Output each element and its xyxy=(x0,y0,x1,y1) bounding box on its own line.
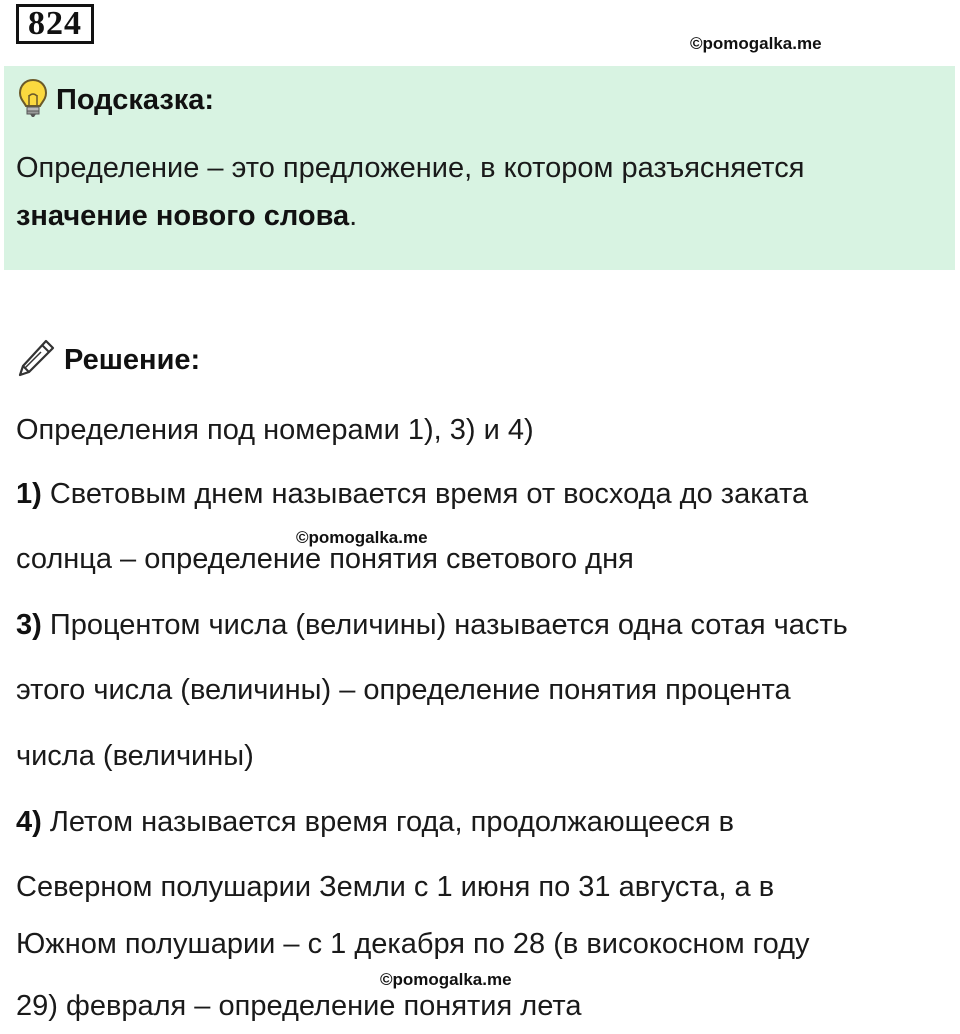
item-4-text-1: Летом называется время года, продолжающееся в xyxy=(49,806,735,838)
hint-box xyxy=(4,66,955,270)
pencil-icon xyxy=(16,338,56,383)
solution-title: Решение: xyxy=(64,344,201,376)
item-1-line-1 xyxy=(16,478,808,511)
task-number: 824 xyxy=(16,4,94,44)
item-1-text-1: Световым днем называется время от восхода до заката xyxy=(49,478,809,510)
hint-text xyxy=(16,144,941,240)
hint-text-bold: значение нового слова xyxy=(16,200,350,232)
hint-text-line1: Определение – это предложение, в котором разъясняется xyxy=(16,152,805,184)
watermark-top: ©pomogalka.me xyxy=(690,34,822,53)
watermark-bottom: ©pomogalka.me xyxy=(380,970,512,989)
item-4-line-2: Северном полушарии Земли с 1 июня по 31 августа, а в xyxy=(16,871,775,903)
hint-title: Подсказка: xyxy=(56,84,215,116)
item-4-line-1 xyxy=(16,806,734,839)
item-3-text-1: Процентом числа (величины) называется одна сотая часть xyxy=(49,609,848,641)
item-1-line-2: солнца – определение понятия светового дня xyxy=(16,543,634,575)
item-3-number: 3) xyxy=(16,609,42,641)
hint-header xyxy=(18,78,214,123)
watermark-middle: ©pomogalka.me xyxy=(296,528,428,547)
item-1-number: 1) xyxy=(16,478,42,510)
solution-intro: Определения под номерами 1), 3) и 4) xyxy=(16,414,534,446)
item-4-line-4: 29) февраля – определение понятия лета xyxy=(16,990,582,1022)
item-3-line-2: этого числа (величины) – определение понятия процента xyxy=(16,674,791,706)
item-3-line-3: числа (величины) xyxy=(16,740,254,772)
lightbulb-icon xyxy=(18,78,48,123)
item-3-line-1 xyxy=(16,609,848,642)
item-4-number: 4) xyxy=(16,806,42,838)
item-4-line-3: Южном полушарии – с 1 декабря по 28 (в високосном году xyxy=(16,928,810,960)
solution-header xyxy=(16,338,200,383)
hint-text-end: . xyxy=(349,200,358,232)
